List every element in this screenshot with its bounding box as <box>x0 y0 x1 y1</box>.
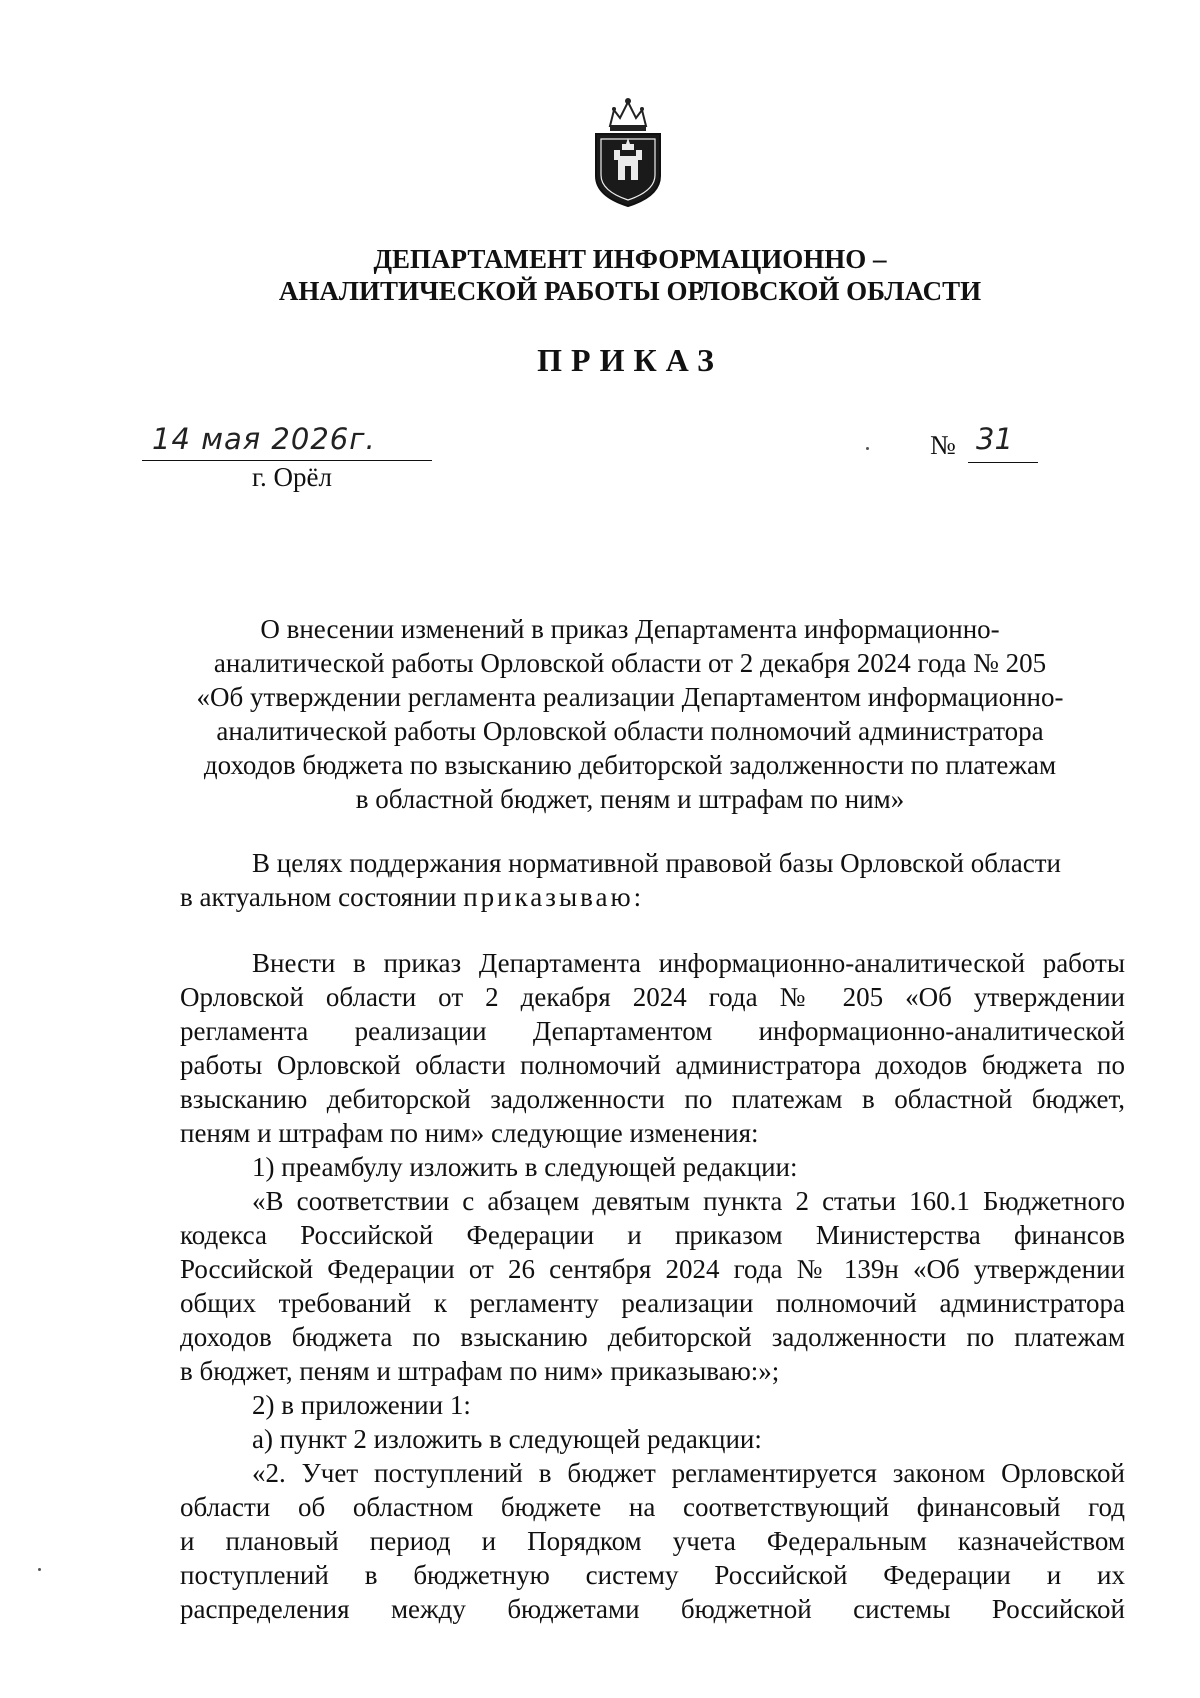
body-line: 2) в приложении 1: <box>252 1390 471 1420</box>
body-line: поступлений в бюджетную систему Российской Федерации и их <box>180 1560 1125 1590</box>
document-type-title: ПРИКАЗ <box>537 342 723 378</box>
body-line: кодекса Российской Федерации и приказом Министерства финансов <box>180 1220 1125 1250</box>
preamble-order-word: приказываю: <box>463 882 645 912</box>
body-line: «2. Учет поступлений в бюджет регламентируется законом Орловской <box>252 1458 1125 1488</box>
title-line: в областной бюджет, пеням и штрафам по ним» <box>355 784 905 814</box>
body-line: доходов бюджета по взысканию дебиторской задолженности по платежам <box>180 1322 1125 1352</box>
body-line: области об областном бюджете на соответствующий финансовый год <box>180 1492 1125 1522</box>
coat-of-arms-icon <box>588 96 668 208</box>
body-line: Внести в приказ Департамента информационно-аналитической работы <box>252 948 1125 978</box>
title-line: доходов бюджета по взысканию дебиторской задолженности по платежам <box>203 750 1057 780</box>
body-line: распределения между бюджетами бюджетной системы Российской <box>180 1594 1125 1624</box>
body-line: Орловской области от 2 декабря 2024 года № 205 «Об утверждении <box>180 982 1125 1012</box>
department-name-line-2: АНАЛИТИЧЕСКОЙ РАБОТЫ ОРЛОВСКОЙ ОБЛАСТИ <box>278 276 982 306</box>
department-name-line-1: ДЕПАРТАМЕНТ ИНФОРМАЦИОННО – <box>373 244 887 274</box>
preamble-text: в актуальном состоянии <box>180 882 464 912</box>
number-underline <box>968 462 1038 463</box>
body-line: и плановый период и Порядком учета Федеральным казначейством <box>180 1526 1125 1556</box>
title-line: «Об утверждении регламента реализации Департаментом информационно- <box>196 682 1064 712</box>
city: г. Орёл <box>252 462 332 492</box>
scan-speck <box>866 447 869 450</box>
body-line: пеням и штрафам по ним» следующие изменения: <box>180 1118 759 1148</box>
title-line: аналитической работы Орловской области от 2 декабря 2024 года № 205 <box>213 648 1047 678</box>
number-label: № <box>930 430 956 460</box>
body-line: общих требований к регламенту реализации полномочий администратора <box>180 1288 1125 1318</box>
date-underline <box>142 460 432 461</box>
body-line: регламента реализации Департаментом информационно-аналитической <box>180 1016 1125 1046</box>
title-line: аналитической работы Орловской области полномочий администратора <box>216 716 1044 746</box>
preamble-line-2 <box>180 880 644 914</box>
body-line: «В соответствии с абзацем девятым пункта 2 статьи 160.1 Бюджетного <box>252 1186 1125 1216</box>
handwritten-number: 31 <box>976 422 1013 456</box>
body-line: в бюджет, пеням и штрафам по ним» приказываю:»; <box>180 1356 780 1386</box>
preamble-line-1: В целях поддержания нормативной правовой базы Орловской области <box>252 848 1061 878</box>
body-line: 1) преамбулу изложить в следующей редакции: <box>252 1152 798 1182</box>
scan-speck <box>38 1568 41 1571</box>
body-line: Российской Федерации от 26 сентября 2024 года № 139н «Об утверждении <box>180 1254 1125 1284</box>
body-line: работы Орловской области полномочий администратора доходов бюджета по <box>180 1050 1125 1080</box>
handwritten-date: 14 мая 2026г. <box>152 422 376 456</box>
title-line: О внесении изменений в приказ Департамента информационно- <box>260 614 1000 644</box>
body-line: а) пункт 2 изложить в следующей редакции: <box>252 1424 762 1454</box>
body-line: взысканию дебиторской задолженности по платежам в областной бюджет, <box>180 1084 1125 1114</box>
